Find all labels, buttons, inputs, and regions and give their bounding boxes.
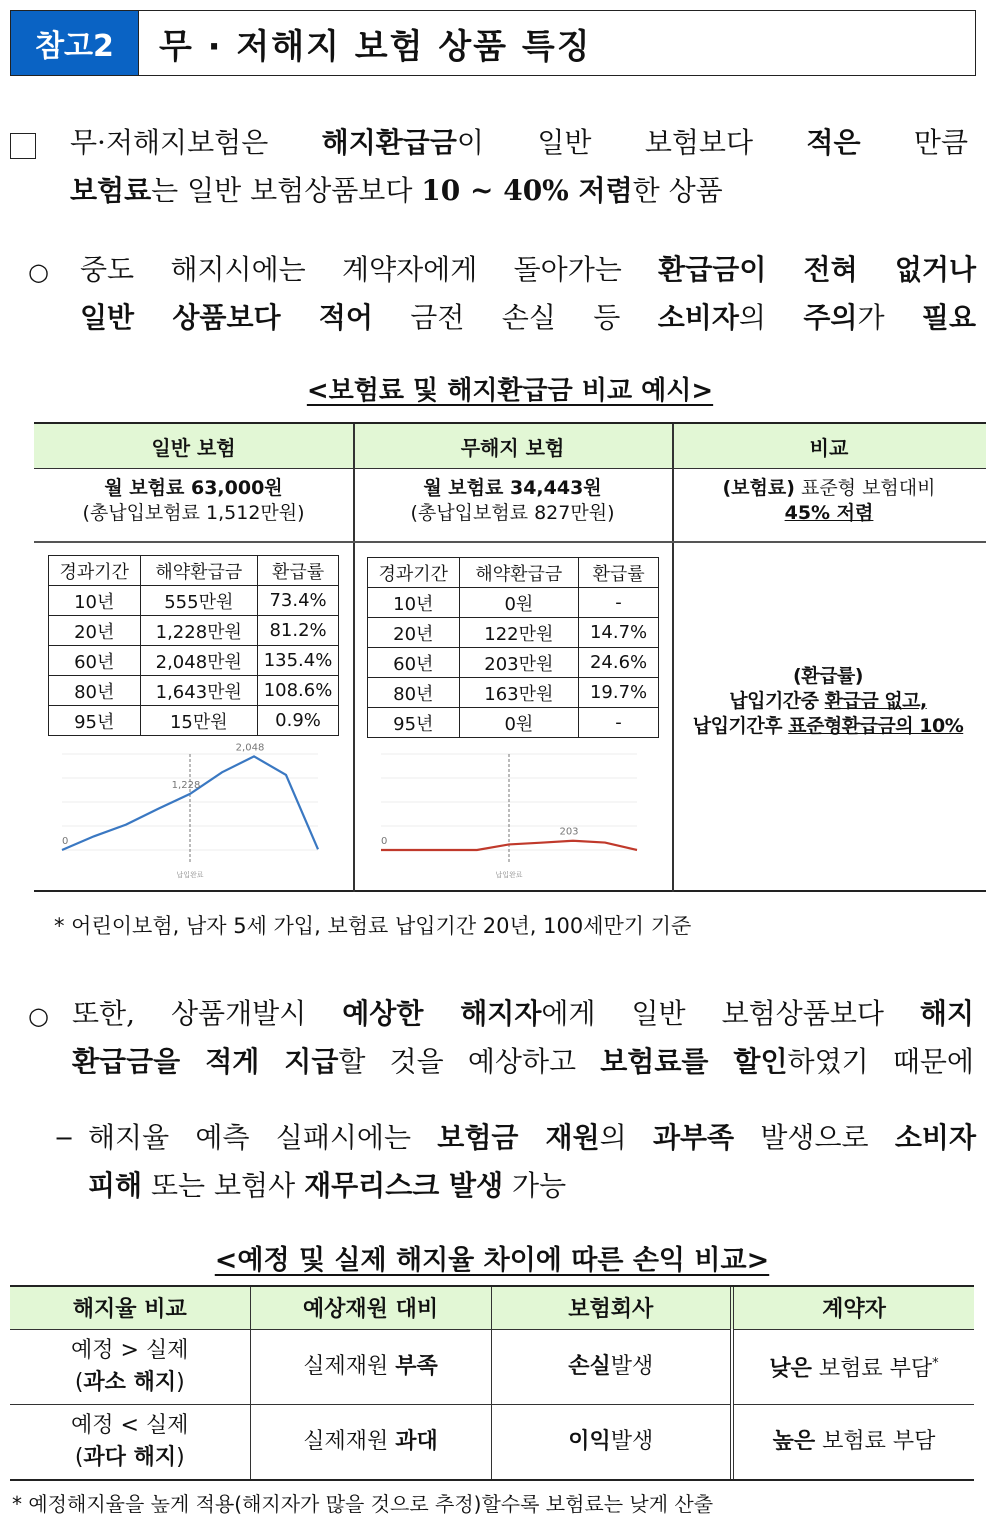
- premium-comparison-table: [34, 422, 986, 892]
- point-1-paragraph: [80, 246, 976, 342]
- checkbox-icon: [10, 133, 36, 159]
- circle-bullet-icon: ○: [28, 1002, 49, 1030]
- point-3-line-2: 피해 또는 보험사 재무리스크 발생 가능: [88, 1169, 567, 1202]
- general-refund-chart: [48, 742, 338, 882]
- data-label: 203: [559, 826, 579, 838]
- marker-label: 납입완료: [176, 871, 204, 879]
- table-row: 20년 1,228만원 81.2%: [49, 616, 339, 646]
- marker-label: 납입완료: [495, 871, 523, 879]
- reference-badge: 참고2: [11, 11, 139, 75]
- point-1-line-2: 일반 상품보다 적어 금전 손실 등 소비자의 주의가 필요: [80, 301, 977, 334]
- table-row: 80년 1,643만원 108.6%: [49, 676, 339, 706]
- circle-bullet-icon: ○: [28, 258, 49, 286]
- table-header-row: 경과기간 해약환급금 환급률: [49, 556, 339, 586]
- table-header-row: 경과기간 해약환급금 환급률: [368, 558, 659, 588]
- point-3-line-1: 해지율 예측 실패시에는 보험금 재원의 과부족 발생으로 소비자: [88, 1121, 976, 1154]
- point-2-line-2: 환급금을 적게 지급할 것을 예상하고 보험료를 할인하였기 때문에: [72, 1045, 974, 1078]
- nonrefund-refund-chart: [367, 742, 657, 882]
- intro-line-1: 무·저해지보험은 해지환급금이 일반 보험보다 적은 만큼: [70, 126, 969, 159]
- point-2-paragraph: [72, 990, 974, 1086]
- row-divider: [34, 541, 986, 543]
- dash-bullet-icon: −: [54, 1124, 75, 1152]
- cancellation-rate-table: [10, 1285, 974, 1481]
- table-row: 95년 0원 -: [368, 708, 659, 738]
- refund-rate-comparison: (환급률) 납입기간중 환급금 없고, 납입기간후 표준형환급금의 10%: [692, 665, 964, 737]
- data-label: 1,228: [171, 779, 201, 791]
- table-row: 60년 2,048만원 135.4%: [49, 646, 339, 676]
- header-comparison: 비교: [672, 424, 986, 469]
- general-refund-table: [48, 555, 339, 736]
- point-3-paragraph: [88, 1114, 976, 1210]
- data-label: 2,048: [235, 742, 265, 754]
- intro-line-2: 보험료는 일반 보험상품보다 10 ~ 40% 저렴한 상품: [70, 174, 723, 207]
- point-1-line-1: 중도 해지시에는 계약자에게 돌아가는 환급금이 전혀 없거나: [80, 253, 976, 286]
- section-header: [10, 10, 976, 76]
- general-premium: 월 보험료 63,000원 (총납입보험료 1,512만원): [82, 477, 305, 524]
- table-1-caption: <보험료 및 해지환급금 비교 예시>: [306, 376, 714, 406]
- nonrefund-premium: 월 보험료 34,443원 (총납입보험료 827만원): [410, 477, 615, 524]
- data-label: 0: [62, 836, 69, 847]
- table-header-row: 해지율 비교 예상재원 대비 보험회사 계약자: [10, 1287, 974, 1329]
- header-general-insurance: 일반 보험: [34, 424, 353, 469]
- table-row: 10년 555만원 73.4%: [49, 586, 339, 616]
- table-row: 10년 0원 -: [368, 588, 659, 618]
- nonrefund-refund-table: [367, 557, 659, 738]
- table-row: 예정 < 실제 (과다 해지) 실제재원 과대 이익발생 높은 보험료 부담: [10, 1404, 974, 1479]
- table-1-footnote: * 어린이보험, 남자 5세 가입, 보험료 납입기간 20년, 100세만기 기준: [54, 914, 692, 938]
- page-title: 무 · 저해지 보험 상품 특징: [159, 26, 592, 67]
- point-2-line-1: 또한, 상품개발시 예상한 해지자에게 일반 보험상품보다 해지: [72, 997, 974, 1030]
- table-2-caption: <예정 및 실제 해지율 차이에 따른 손익 비교>: [214, 1245, 770, 1276]
- table-row: 60년 203만원 24.6%: [368, 648, 659, 678]
- series-line: [381, 841, 637, 850]
- table-row: 80년 163만원 19.7%: [368, 678, 659, 708]
- table-row: 예정 > 실제 (과소 해지) 실제재원 부족 손실발생 낮은 보험료 부담*: [10, 1329, 974, 1404]
- header-nonrefund-insurance: 무해지 보험: [353, 424, 672, 469]
- table-row: 95년 15만원 0.9%: [49, 706, 339, 736]
- table-2-footnote: * 예정해지율을 높게 적용(해지자가 많을 것으로 추정)할수록 보험료는 낮게 산출: [12, 1492, 714, 1516]
- intro-paragraph: [70, 119, 968, 215]
- table-row: 20년 122만원 14.7%: [368, 618, 659, 648]
- data-label: 0: [381, 836, 388, 847]
- premium-comparison: (보험료) 표준형 보험대비 45% 저렴: [722, 477, 936, 524]
